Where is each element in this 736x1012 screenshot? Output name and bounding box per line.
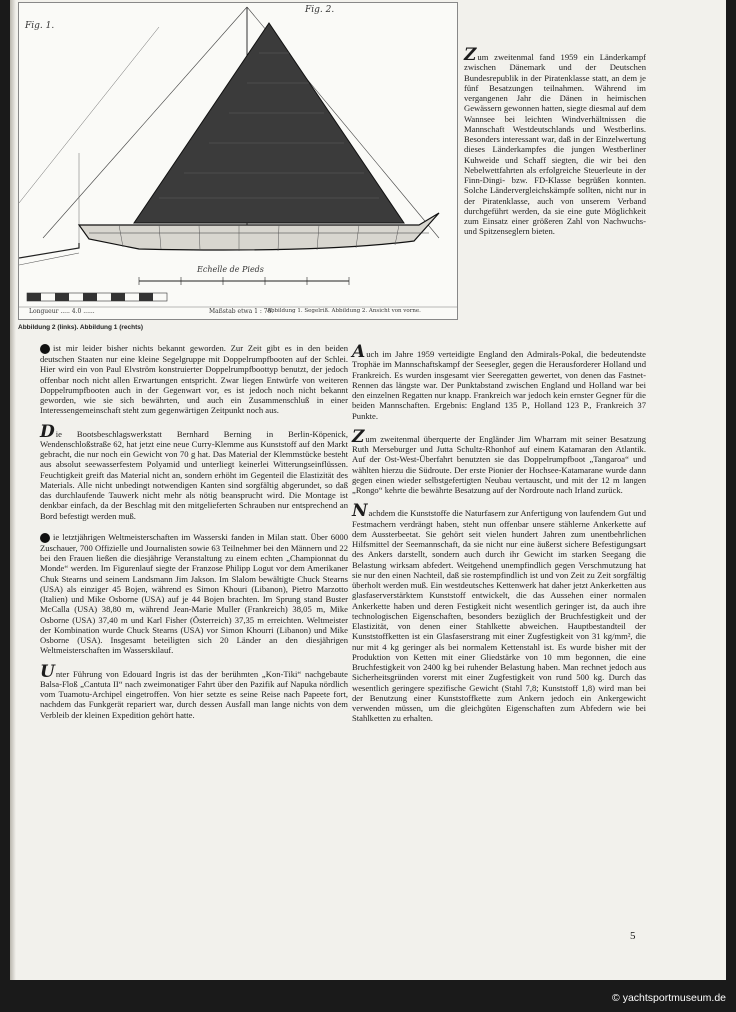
drop-initial: Z: [352, 426, 365, 447]
article-pirate-class: [464, 45, 646, 248]
page-number: 5: [630, 930, 636, 942]
right-column: [352, 342, 646, 735]
drop-initial: N: [352, 501, 368, 522]
bullet-dot-icon: [40, 533, 50, 543]
boat-drawing-figure: [18, 2, 458, 320]
figure-caption: Abbildung 2 (links). Abbildung 1 (rechts): [18, 324, 144, 331]
paragraph-berning: [40, 421, 348, 521]
magazine-page: [10, 0, 726, 980]
scale-bottom-right: Abbildung 1. Segelriß. Abbildung 2. Ansicht von vorne.: [267, 308, 421, 314]
figure-label-right: Fig. 2.: [305, 5, 335, 15]
paragraph-doppelrumpf: [40, 343, 348, 416]
paragraph-text: nter Führung von Edouard Ingris ist das der berühmten „Kon-Tiki“ nachgebaute Balsa-Floß „Cantuta II“ nach zweimonatiger Fahrt über den Pazifik auf Napuka nördlich vom Tuamotu-Archipel eingetroffen. Von hier setzte es seine Reise nach Papeete fort, nachdem das Funkgerät repariert war, durch dessen Ausfall man lange nichts von dem Verbleib der kleinen Expedition gehört hatte.: [40, 668, 348, 720]
paragraph-text: ie Bootsbeschlagswerkstatt Bernhard Berning in Berlin-Köpenick, Wendenschloßstraße 62, hat jetzt eine neue Curry-Klemme aus Kunststoff auf den Markt gebracht, die nur noch ein Gewicht von 70 g hat. Das Material der Klemmstücke besteht aus absolut seewasserfestem Polyamid und unterliegt keinerlei Witterungseinflüssen. Feuchtigkeit greift das Material nicht an, sondern erhöht im Gegenteil die Elastizität des Materials. Alle nicht unbedingt notwendigen Kanten sind sorgfältig abgerundet, so daß das durchlaufende Tauwerk nicht mehr als nötig beansprucht wird. Die Montage ist denkbar einfach, da der Beschlag mit den mitgelieferten Schrauben nur entsprechend an Bord befestigt werden muß.: [40, 428, 348, 521]
drop-initial: Z: [464, 45, 477, 65]
scale-bottom-left: Longueur ..... 4.0 ......: [29, 308, 95, 315]
scale-bottom-mid: Maßstab etwa 1 : 70.: [209, 308, 274, 315]
figure-label-left: Fig. 1.: [25, 21, 55, 31]
paragraph-text: um zweitenmal überquerte der Engländer Jim Wharram mit seiner Besatzung Ruth Merseburger und Jutta Schultz-Rhonhof auf einem Katamaran den Atlantik. Auf der Ost-West-Überfahrt benutzten sie das Doppelrumpfboot „Tangaroa“ und wählten hierzu die Südroute. Der erste Pionier der Hochsee-Katamarane wurde dann gegen einen wieder selbstgefertigten Neubau vertauscht, und mit der 12 m langen „Rongo“ kehrte die bewährte Besatzung auf der Nordroute nach Irland zurück.: [352, 433, 646, 495]
paragraph-text: ist mir leider bisher nichts bekannt geworden. Zur Zeit gibt es in den beiden deutschen Staaten nur eine kleine Segelgruppe mit Doppelrumpfbooten auf der Schlei. Hier wird ein von Paul Elvström konstruierter Doppelrumpfboottyp benutzt, der jedoch offenbar noch nicht allen Erwartungen entspricht. Zwar liegen Entwürfe von weiteren Doppelrumpfbooten auch in der Gegenwart vor, es ist jedoch noch nicht bekannt geworden, wie sie sich bewährten, und auch ein Zusammenschluß in einer Interessengemeinschaft steht zum gegenwärtigen Zeitpunkt noch aus.: [40, 343, 348, 416]
paragraph-kontiki: [40, 661, 348, 720]
drop-initial: D: [40, 421, 55, 442]
page-gutter-shadow: [10, 0, 16, 980]
paragraph-wasserski: [40, 532, 348, 656]
scale-label: Echelle de Pieds: [197, 265, 264, 274]
bullet-dot-icon: [40, 344, 50, 354]
paragraph-text: um zweitenmal fand 1959 ein Länderkampf zwischen Dänemark und der Deutschen Bundesrepublik in der Piratenklasse statt, an dem je fünf Besatzungen teilnahmen. Während im vergangenen Jahr die Dänen in heimischen Gewässern gewonnen hatten, siegte diesmal auf dem Wannsee bei leichten Windverhältnissen die Mannschaft Westdeutschlands und Westberlins. Besonders interessant war, daß in der Einzelwertung dieses Länderkampfes die jungen Westberliner Kuhweide und Schaff siegten, die wir bei den Nebelwettfahrten als erfolgreiche Steuerleute in der Finn-Dingi- bzw. FD-Klasse begrüßen konnten. Solche Ländervergleichskämpfe sollten, nicht nur in der Piratenklasse, auch von unserem Verband durchgeführt werden, da sie eine gute Möglichkeit zum Einsatz einer größeren Zahl von Nachwuchs- und Spitzenseglern bieten.: [464, 52, 646, 237]
paragraph-wharram: [352, 426, 646, 496]
paragraph-admirals-cup: [352, 342, 646, 421]
paragraph-text: uch im Jahre 1959 verteidigte England den Admirals-Pokal, die bedeutendste Trophäe im Mannschaftskampf der Seesegler, gegen die Herausforderer Holland und Frankreich. Es wurden insgesamt vier Seeregatten gewertet, von denen das Fastnet-Rennen das längste war. Der Punktabstand zwischen England und Holland war bei den einzelnen Regatten nur knapp. Frankreich war jedoch kein ernster Gegner für die beiden Mannschaften. Ergebnis: England 135 P., Holland 123 P., Frankreich 37 Punkte.: [352, 349, 646, 421]
left-column: [40, 343, 348, 731]
drop-initial: A: [352, 342, 366, 362]
paragraph-text: achdem die Kunststoffe die Naturfasern zur Anfertigung von laufendem Gut und Festmachern verdrängt haben, steht nun offenbar unsere stählerne Ankerkette auf dem Aussterbeetat. Sie gehört seit vielen hundert Jahren zum unentbehrlichen Hilfsmittel der Seemannschaft, da sie nicht nur eine äußerst sichere Befestigungsart des Ankers darstellt, sondern auch durch ihr Gewicht im starken Seegang die Belastung wirksam abfedert. Weitgehend unempfindlich gegen Verschmutzung hat sie nur den einen Nachteil, daß sie rostempfindlich ist und von Zeit zu Zeit sorgfältig überholt werden muß. Ein westdeutsches Kettenwerk hat daher jetzt Ankerketten aus glasfaserverstärktem Kunststoff entwickelt, die das Aussehen einer normalen Ankerkette haben und deren Festigkeit nicht wesentlich geringer ist, da auch ihre technologischen Eigenschaften, besonders bezüglich der Bruchfestigkeit und der Elastizität, von denen einer Stahlkette abweichen. Hauptbestandteil der Kunststoffketten ist ein Glasfaserstrang mit einer Zugfestigkeit von 31 kg/mm², die nur mit 4 kg geringer als bei normalem Kettenstahl ist. Es wurde bisher mit der Produktion von Ketten mit einer Gliedstärke von 10 mm begonnen, die eine Bruchfestigkeit von 2400 kg bei ruhender Belastung haben. Man rechnet jedoch aus Sicherheitsgründen vorerst mit einer Zugfestigkeit von rund 500 kg. Durch das wesentlich geringere spezifische Gewicht (Stahl 7,8; Kunststoff 1,8) wird man bei der Benutzung einer Kunststoffkette zum Ankern jedoch ein Ankergewicht verwenden müssen, um die gleichgüten Eigenschaften zum Abfedern wie bei Stahlketten zu erhalten.: [352, 508, 646, 724]
paragraph-text: ie letztjährigen Weltmeisterschaften im Wasserski fanden in Milan statt. Über 6000 Zuschauer, 700 Offizielle und Journalisten sowie 63 Teilnehmer bei den Männern und 22 bei den Frauen ließen die diesjährige Veranstaltung zu einem echten „Championnat du Monde“ werden. Im Figurenlauf siegte der Franzose Philipp Logut vor dem Amerikaner Chuk Stearns und seinem Landsmann Jim Jakson. Im Slalom bewältigte Chuck Stearns (USA) als einziger 45 Bojen, während es Simon Khouri (Libanon), Pietro Marzotto (Italien) und Mike Osborne (USA) auf je 44 Bojen brachten. Im Sprung stand Buster McCalla (USA) 38,80 m, während Jean-Marie Muller (Frankreich) 38,05 m, Mike Osborne (USA) 37,40 m und Karl Fisher (Österreich) 37,35 m erreichten. Weltmeister der Kombination wurde Chuck Stearns (USA) vor Simon Khourri (Libanon) und Mike Osborne (USA). Insgesamt beteiligten sich 20 Länder an den diesjährigen Weltmeisterschaften im Wasserskilauf.: [40, 531, 348, 656]
drop-initial: U: [40, 661, 55, 682]
watermark: © yachtsportmuseum.de: [612, 992, 726, 1004]
paragraph-ankerkette: [352, 501, 646, 724]
